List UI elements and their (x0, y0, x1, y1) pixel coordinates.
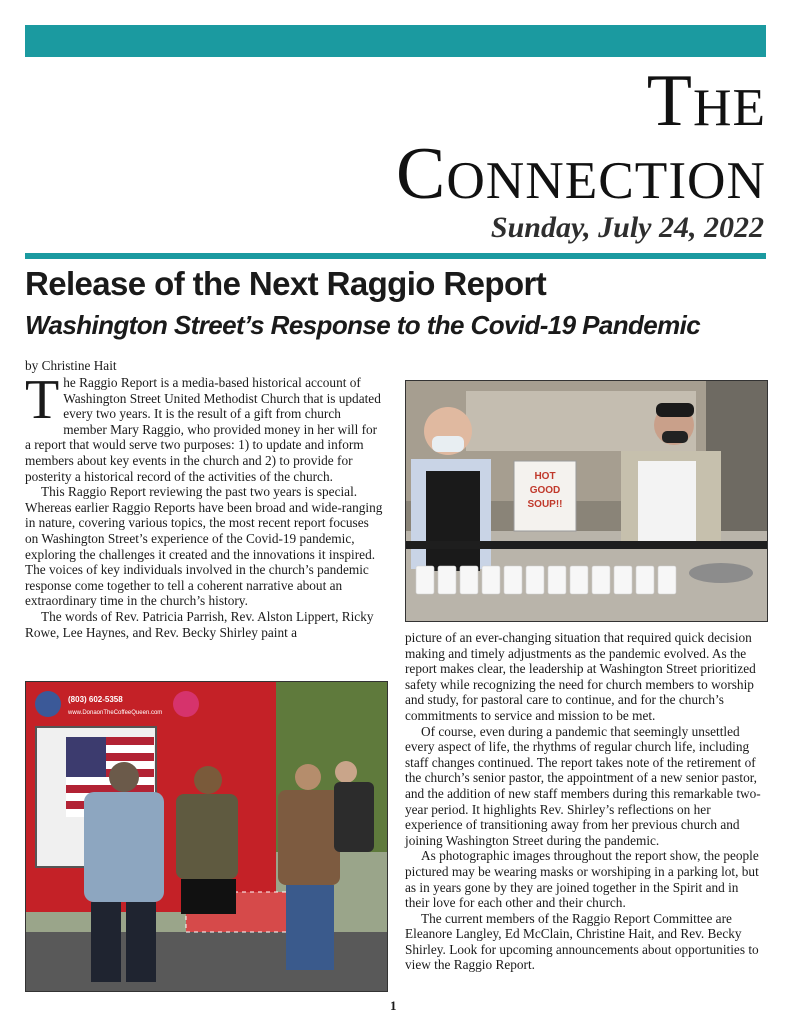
article-column-left (25, 369, 383, 640)
masthead-the: THE (646, 60, 766, 142)
paragraph-5: Of course, even during a pandemic that seemingly unsettled every aspect of life, the rhythms of regular church life, including staff changes continued. The report takes note of the retirement of the church’s senior pastor, the appointment of a new senior pastor, and the addition of new staff members during this remarkable two-year period. It highlights Rev. Shirley’s reflections on her experience of transitioning away from her previous church and joining Washington Street during the pandemic. (405, 723, 761, 848)
drop-cap: T (25, 369, 60, 431)
paragraph-7: The current members of the Raggio Report Committee are Eleanore Langley, Ed McClain, Christine Hait, and Rev. Becky Shirley. Look for upcoming announcements about opportunities to view the Raggio Report. (405, 910, 759, 973)
soup-sign-line2: GOOD (529, 485, 561, 496)
article-subhead: Washington Street’s Response to the Covid-19 Pandemic (25, 310, 701, 340)
truck-phone: (803) 602-5358 (68, 695, 123, 704)
page-number: 1 (390, 998, 397, 1013)
paragraph-2: This Raggio Report reviewing the past two years is special. Whereas earlier Raggio Reports have been broad and wide-ranging in nature, covering various topics, the most recent report focuses on Washington Street’s experience of the Covid-19 pandemic, exploring the challenges it created and the innovations it inspired. The voices of key individuals involved in the church’s pandemic response come together to tell a coherent narrative about an extraordinary time in the church’s history. (25, 484, 383, 609)
paragraph-4: picture of an ever-changing situation that required quick decision making and timely adjustments as the pandemic evolved. As the report makes clear, the leadership at Washington Street prioritized safety while recognizing the need for church members to worship and study, for pastoral care to continue, and for the church’s commitments to service and mission to be met. (405, 630, 756, 723)
paragraph-6: As photographic images throughout the report show, the people pictured may be wearing masks or worshiping in a parking lot, but as in years gone by they are joined together in the Spirit and in their love for each other and their church. (405, 848, 759, 911)
article-byline: by Christine Hait (25, 358, 117, 373)
paragraph-3: The words of Rev. Patricia Parrish, Rev. Alston Lippert, Ricky Rowe, Lee Haynes, and Rev. Becky Shirley paint a (25, 608, 374, 640)
soup-sign-line1: HOT (534, 471, 556, 482)
photo-food-truck (25, 681, 388, 992)
article-column-right (405, 630, 766, 973)
top-color-bar (25, 25, 766, 57)
photo-soup-kitchen (405, 380, 768, 622)
masthead-rule (25, 253, 766, 259)
truck-website: www.DonaonTheCoffeeQueen.com (68, 710, 163, 716)
masthead-connection: CONNECTION (395, 133, 766, 215)
paragraph-1: The Raggio Report is a media-based historical account of Washington Street United Methodist Church that is updated every two years. It is the result of a gift from church member Mary Raggio, who provided money in her will for a report that would serve two purposes: 1) to update and inform members about key events in the church and 2) to provide for posterity a historical record of the activities of the church. (25, 369, 381, 484)
soup-sign-line3: SOUP!! (527, 499, 563, 510)
article-headline: Release of the Next Raggio Report (25, 265, 547, 302)
issue-date: Sunday, July 24, 2022 (490, 211, 764, 244)
